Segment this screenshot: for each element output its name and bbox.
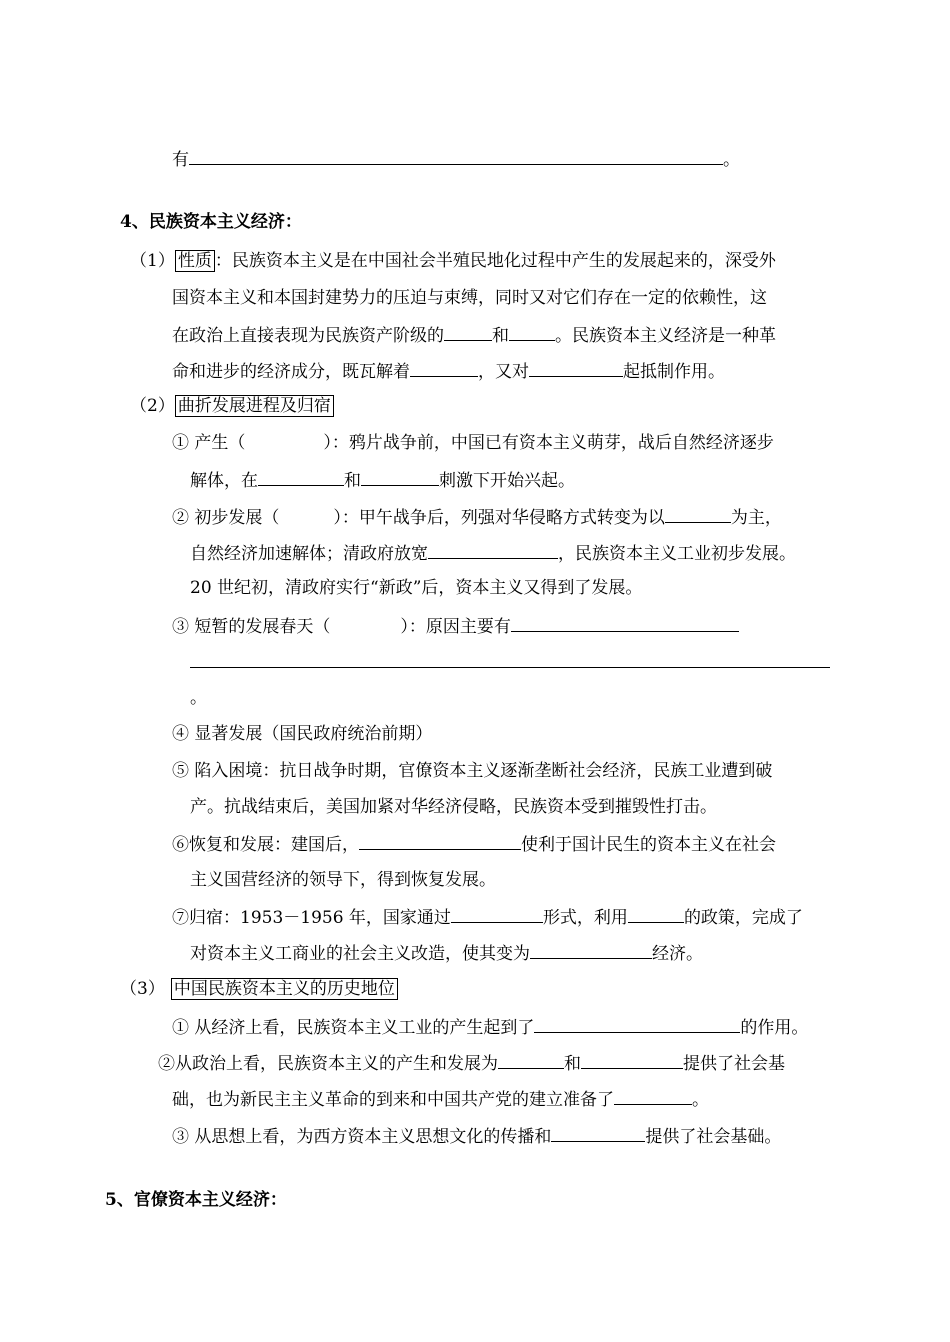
fill-blank[interactable]: [614, 1086, 692, 1105]
text: ）：原因主要有: [400, 617, 511, 637]
text-line: ④ 显著发展（国民政府统治前期）: [172, 724, 433, 744]
text-line: [130, 249, 776, 273]
text-line: 20 世纪初，清政府实行“新政”后，资本主义又得到了发展。: [190, 578, 643, 598]
text: 解体，在: [190, 471, 258, 491]
text-line: [172, 322, 776, 348]
text: 自然经济加速解体；清政府放宽: [190, 544, 428, 564]
text-line: [120, 977, 398, 1001]
text-line: [172, 904, 803, 930]
text: 础，也为新民主主义革命的到来和中国共产党的建立准备了: [172, 1090, 614, 1110]
text-line: 主义国营经济的领导下，得到恢复发展。: [190, 870, 496, 890]
text: 提供了社会基: [683, 1054, 785, 1074]
text-line: [172, 1014, 808, 1040]
text-line: [190, 940, 703, 966]
text-line: [172, 1086, 709, 1112]
fill-blank[interactable]: [581, 1050, 683, 1069]
text: ：民族资本主义是在中国社会半殖民地化过程中产生的发展起来的，深受外: [214, 251, 776, 271]
fill-blank[interactable]: [511, 613, 739, 632]
fill-blank[interactable]: [665, 504, 731, 523]
fill-blank[interactable]: [628, 904, 684, 923]
text: 形式，利用: [542, 908, 628, 928]
text: 有: [172, 150, 189, 170]
fill-blank[interactable]: [509, 322, 555, 341]
text-line: [172, 504, 782, 530]
text: ③ 短暂的发展春天（: [172, 617, 331, 637]
text: 提供了社会基础。: [645, 1127, 782, 1147]
text-line: [172, 1123, 781, 1149]
text: 的作用。: [740, 1018, 809, 1038]
text: ⑥恢复和发展：建国后，: [172, 835, 359, 855]
text: 在政治上直接表现为民族资产阶级的: [172, 326, 444, 346]
text-line: 。: [190, 688, 207, 708]
text: 经济。: [652, 944, 703, 964]
text: 。民族资本主义经济是一种革: [555, 326, 776, 346]
section-heading-5: 5、官僚资本主义经济：: [105, 1190, 287, 1210]
text: 对资本主义工商业的社会主义改造，使其变为: [190, 944, 530, 964]
boxed-label: 曲折发展进程及归宿: [175, 395, 334, 417]
text: 和: [344, 471, 361, 491]
text-line: [172, 146, 740, 172]
text: ① 从经济上看，民族资本主义工业的产生起到了: [172, 1018, 535, 1038]
text-line: 产。抗战结束后，美国加紧对华经济侵略，民族资本受到摧毁性打击。: [190, 797, 717, 817]
fill-blank[interactable]: [534, 1014, 740, 1033]
text: ）：鸦片战争前，中国已有资本主义萌芽，战后自然经济逐步: [323, 433, 774, 453]
fill-blank[interactable]: [498, 1050, 564, 1069]
text: 的政策，完成了: [683, 908, 803, 928]
text-line: ⑤ 陷入困境：抗日战争时期，官僚资本主义逐渐垄断社会经济，民族工业遭到破: [172, 761, 773, 781]
fill-blank[interactable]: [444, 322, 492, 341]
text: ，民族资本主义工业初步发展。: [558, 544, 796, 564]
fill-blank[interactable]: [530, 940, 652, 959]
text-line: [130, 394, 334, 418]
fill-blank[interactable]: [189, 146, 723, 165]
text-line: [172, 431, 774, 455]
item-number: （2）: [130, 396, 175, 416]
text: ① 产生（: [172, 433, 246, 453]
text: ⑦归宿：1953－1956 年，国家通过: [172, 908, 451, 928]
text: ②从政治上看，民族资本主义的产生和发展为: [158, 1054, 498, 1074]
text: 刺激下开始兴起。: [439, 471, 575, 491]
text-line: [172, 613, 739, 639]
text: ② 初步发展（: [172, 508, 280, 528]
text: ）：甲午战争后，列强对华侵略方式转变为以: [333, 508, 665, 528]
fill-blank[interactable]: [529, 358, 623, 377]
fill-blank[interactable]: [190, 649, 830, 668]
text-line: [172, 831, 776, 857]
text: 为主，: [730, 508, 782, 528]
fill-blank[interactable]: [451, 904, 543, 923]
item-number: （1）: [130, 251, 175, 271]
text: 。: [723, 150, 740, 170]
text: 和: [492, 326, 509, 346]
boxed-label: 中国民族资本主义的历史地位: [171, 978, 398, 1000]
text-line: [172, 358, 725, 384]
text: 命和进步的经济成分，既瓦解着: [172, 362, 410, 382]
fill-blank[interactable]: [551, 1123, 645, 1142]
item-number: （3）: [120, 979, 165, 999]
text: 。: [692, 1090, 709, 1110]
text: ，又对: [478, 362, 529, 382]
boxed-label: 性质: [175, 250, 215, 272]
fill-blank[interactable]: [410, 358, 478, 377]
text: 和: [564, 1054, 581, 1074]
text-line: [190, 467, 575, 493]
text: 使利于国计民生的资本主义在社会: [521, 835, 776, 855]
fill-blank[interactable]: [428, 540, 558, 559]
fill-blank[interactable]: [359, 831, 521, 850]
text-line: [158, 1050, 785, 1076]
fill-blank[interactable]: [258, 467, 344, 486]
fill-blank[interactable]: [361, 467, 439, 486]
text: ③ 从思想上看，为西方资本主义思想文化的传播和: [172, 1127, 552, 1147]
text-line: [190, 649, 830, 675]
text-line: 国资本主义和本国封建势力的压迫与束缚，同时又对它们存在一定的依赖性，这: [172, 288, 767, 308]
section-heading-4: 4、民族资本主义经济：: [120, 212, 302, 232]
text: 起抵制作用。: [623, 362, 725, 382]
text-line: [190, 540, 796, 566]
